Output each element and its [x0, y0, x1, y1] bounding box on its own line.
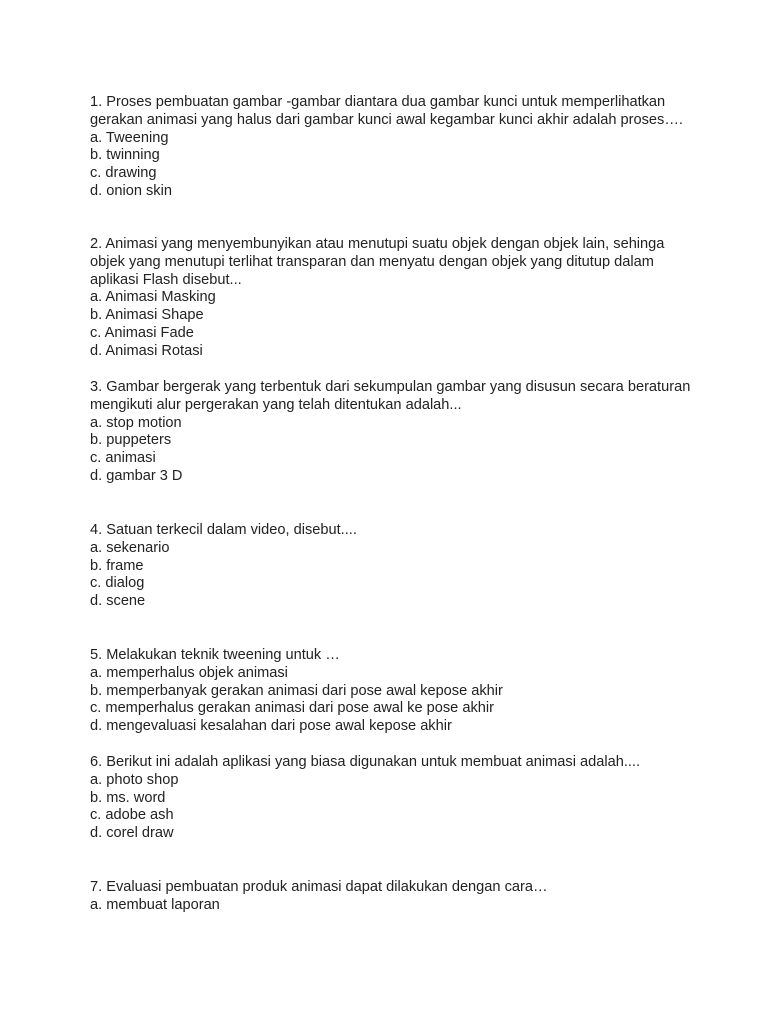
answer-option: c. drawing [90, 165, 157, 182]
answer-option: d. gambar 3 D [90, 467, 183, 484]
question-text: 6. Berikut ini adalah aplikasi yang biasa digunakan untuk membuat animasi adalah.... [90, 754, 641, 770]
answer-option: b. memperbanyak gerakan animasi dari pose awal kepose akhir [90, 682, 503, 699]
answer-option: d. mengevaluasi kesalahan dari pose awal kepose akhir [90, 718, 452, 735]
answer-option: d. Animasi Rotasi [90, 342, 203, 359]
answer-option: c. adobe ash [90, 807, 174, 824]
answer-option: a. stop motion [90, 414, 182, 431]
answer-option: a. photo shop [90, 771, 179, 788]
question-5 [90, 647, 700, 736]
answer-option: c. animasi [90, 450, 156, 467]
answer-option: d. scene [90, 593, 146, 610]
answer-option: c. dialog [90, 575, 145, 592]
question-7 [90, 879, 700, 915]
answer-option: a. memperhalus objek animasi [90, 664, 288, 681]
question-text: 4. Satuan terkecil dalam video, disebut.... [90, 522, 357, 538]
question-text: 7. Evaluasi pembuatan produk animasi dapat dilakukan dengan cara… [90, 879, 548, 895]
answer-option: d. onion skin [90, 182, 172, 199]
question-4 [90, 522, 700, 611]
question-2 [90, 236, 700, 361]
question-text: 3. Gambar bergerak yang terbentuk dari sekumpulan gambar yang disusun secara beraturan mengikuti alur pergerakan yang telah ditentukan adalah... [90, 379, 691, 413]
question-text: 1. Proses pembuatan gambar -gambar diantara dua gambar kunci untuk memperlihatkan gerakan animasi yang halus dari gambar kunci awal kegambar kunci akhir adalah proses…. [90, 94, 683, 128]
answer-option: b. frame [90, 557, 144, 574]
answer-option: a. Animasi Masking [90, 289, 216, 306]
answer-option: b. ms. word [90, 789, 166, 806]
question-text: 5. Melakukan teknik tweening untuk … [90, 647, 340, 663]
answer-option: c. Animasi Fade [90, 324, 194, 341]
question-1 [90, 94, 700, 201]
answer-option: a. Tweening [90, 129, 169, 146]
answer-option: d. corel draw [90, 825, 174, 842]
answer-option: a. sekenario [90, 539, 170, 556]
question-6 [90, 754, 700, 843]
answer-option: b. Animasi Shape [90, 307, 204, 324]
question-text: 2. Animasi yang menyembunyikan atau menutupi suatu objek dengan objek lain, sehinga objek yang menutupi terlihat transparan dan menyatu dengan objek yang ditutup dalam aplikasi Flash disebut... [90, 236, 665, 288]
answer-option: c. memperhalus gerakan animasi dari pose awal ke pose akhir [90, 700, 494, 717]
answer-option: a. membuat laporan [90, 896, 220, 913]
answer-option: b. puppeters [90, 432, 172, 449]
answer-option: b. twinning [90, 147, 160, 164]
question-3 [90, 379, 700, 486]
